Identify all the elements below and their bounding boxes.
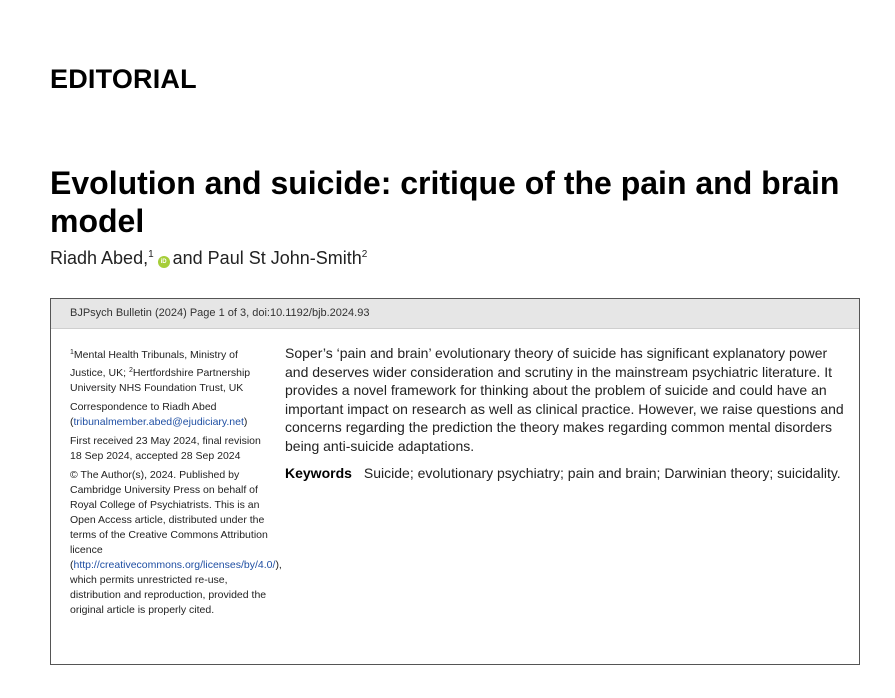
correspondence-email-link[interactable]: tribunalmember.abed@ejudiciary.net (73, 416, 244, 428)
article-title: Evolution and suicide: critique of the pain and brain model (50, 165, 840, 239)
affiliations (70, 345, 275, 396)
affiliation-1: Mental Health Tribunals, Ministry of Justice, UK; (70, 349, 238, 379)
keywords-label: Keywords (285, 465, 352, 481)
author-affiliation-sup-2: 2 (361, 249, 368, 260)
abstract-text: Soper’s ‘pain and brain’ evolutionary theory of suicide has significant explanatory power and deserves wider consideration and scrutiny in the mainstream psychiatric literature. It provides a novel framework for thinking about the problem of suicide and could have an important impact on research as well as clinical practice. However, we raise questions and concerns regarding the prediction the theory makes regarding common mental disorders being anti-suicide adaptations. (285, 345, 844, 454)
license-url-link[interactable]: http://creativecommons.org/licenses/by/4.0/ (73, 559, 276, 571)
author-affiliation-sup-1: 1 (148, 249, 154, 260)
keywords (285, 464, 847, 483)
article-metadata-column (70, 345, 282, 622)
article-dates: First received 23 May 2024, final revision 18 Sep 2024, accepted 28 Sep 2024 (70, 435, 261, 462)
orcid-icon[interactable]: iD (158, 256, 170, 268)
keywords-text: Suicide; evolutionary psychiatry; pain and brain; Darwinian theory; suicidality. (363, 465, 841, 481)
correspondence (70, 400, 275, 430)
article-info-box (50, 298, 860, 665)
license-statement (70, 468, 282, 618)
citation-header: BJPsych Bulletin (2024) Page 1 of 3, doi:10.1192/bjb.2024.93 (51, 299, 859, 329)
license-text-before: © The Author(s), 2024. Published by Cambridge University Press on behalf of Royal College of Psychiatrists. This is an Open Access article, distributed under the terms of the Creative Commons Attribution licence ( (70, 469, 268, 571)
author-name-1: Riadh Abed, (50, 248, 149, 268)
affiliation-sup-1: 1 (70, 349, 74, 356)
affiliation-2: Hertfordshire Partnership University NHS Foundation Trust, UK (70, 367, 251, 394)
affiliation-sup-2: 2 (128, 367, 133, 374)
license-text-after: ), which permits unrestricted re-use, distribution and reproduction, provided the original article is properly cited. (70, 559, 282, 616)
author-line (50, 248, 367, 269)
correspondence-open-paren: ( (70, 416, 74, 428)
abstract-column (285, 344, 847, 483)
correspondence-label: Correspondence to Riadh Abed (70, 401, 217, 413)
author-connector-and-name-2: and Paul St John-Smith (172, 248, 362, 268)
correspondence-close-paren: ) (243, 416, 248, 428)
section-label: EDITORIAL (50, 64, 197, 94)
